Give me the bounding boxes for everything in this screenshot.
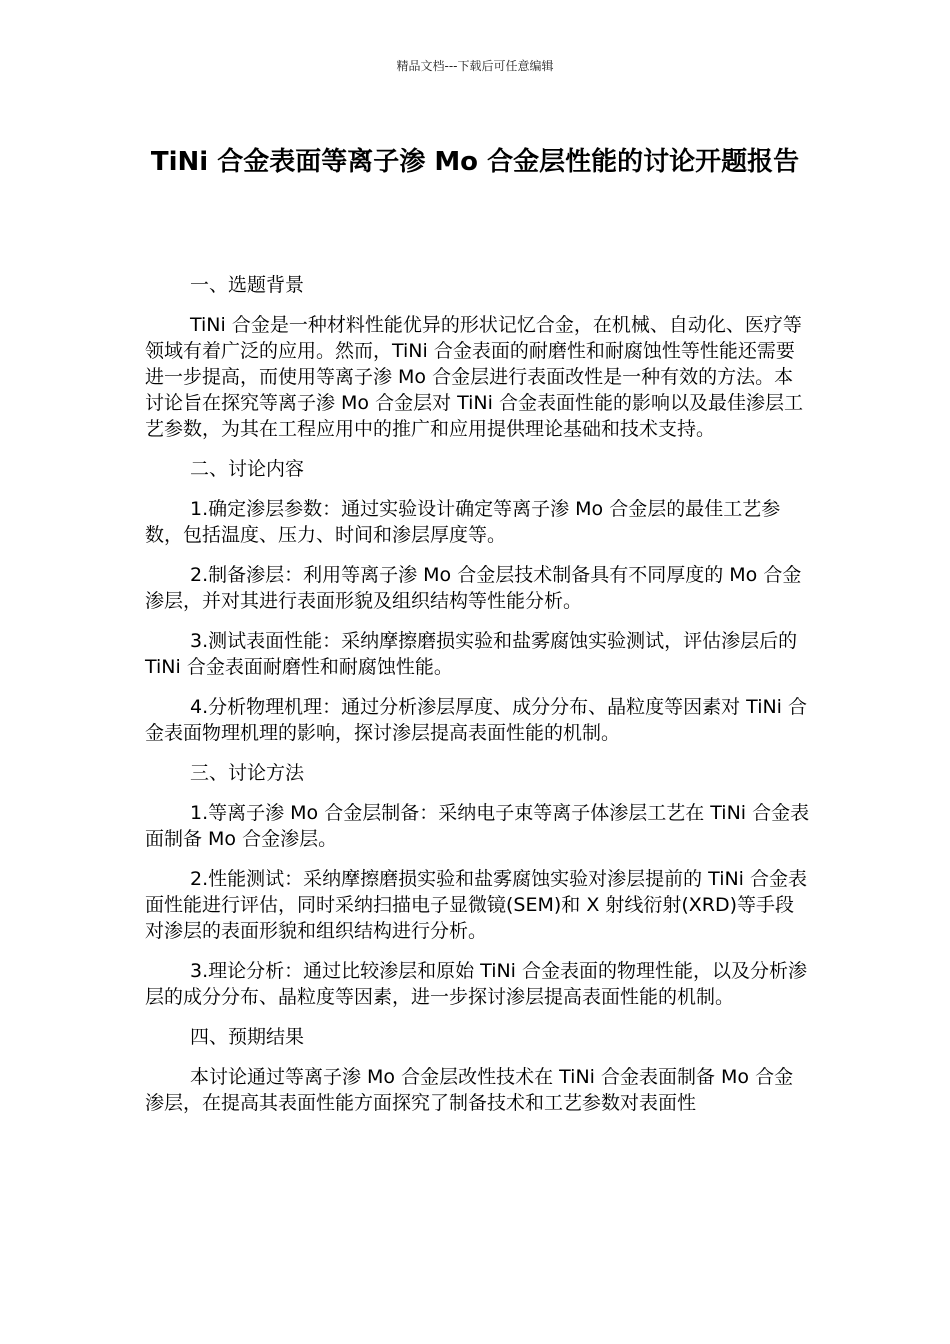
paragraph: 1.确定渗层参数：通过实验设计确定等离子渗 Mo 合金层的最佳工艺参数，包括温度、压力、时间和渗层厚度等。: [145, 498, 781, 546]
paragraph: 2.制备渗层：利用等离子渗 Mo 合金层技术制备具有不同厚度的 Mo 合金渗层，并对其进行表面形貌及组织结构等性能分析。: [145, 564, 802, 612]
section-heading: 四、预期结果: [190, 1026, 305, 1048]
paragraph: TiNi 合金是一种材料性能优异的形状记忆合金，在机械、自动化、医疗等领域有着广泛的应用。然而，TiNi 合金表面的耐磨性和耐腐蚀性等性能还需要进一步提高，而使用等离子渗 Mo 合金层进行表面改性是一种有效的方法。本讨论旨在探究等离子渗 Mo 合金层对 TiNi 合金表面性能的影响以及最佳渗层工艺参数，为其在工程应用中的推广和应用提供理论基础和技术支持。: [145, 314, 803, 440]
section-heading: 三、讨论方法: [190, 762, 305, 784]
paragraph: 4.分析物理机理：通过分析渗层厚度、成分分布、晶粒度等因素对 TiNi 合金表面物理机理的影响，探讨渗层提高表面性能的机制。: [145, 696, 808, 744]
paragraph: 3.测试表面性能：采纳摩擦磨损实验和盐雾腐蚀实验测试，评估渗层后的 TiNi 合金表面耐磨性和耐腐蚀性能。: [145, 630, 798, 678]
paragraph: 3.理论分析：通过比较渗层和原始 TiNi 合金表面的物理性能，以及分析渗层的成分分布、晶粒度等因素，进一步探讨渗层提高表面性能的机制。: [145, 960, 808, 1008]
document-body: [145, 272, 810, 1130]
section-heading: 二、讨论内容: [190, 458, 305, 480]
document-title: TiNi 合金表面等离子渗 Mo 合金层性能的讨论开题报告: [150, 147, 800, 177]
paragraph: 1.等离子渗 Mo 合金层制备：采纳电子束等离子体渗层工艺在 TiNi 合金表面制备 Mo 合金渗层。: [145, 802, 810, 850]
paragraph: 2.性能测试：采纳摩擦磨损实验和盐雾腐蚀实验对渗层提前的 TiNi 合金表面性能进行评估，同时采纳扫描电子显微镜(SEM)和 X 射线衍射(XRD)等手段对渗层的表面形貌和组织结构进行分析。: [145, 868, 808, 942]
paragraph: 本讨论通过等离子渗 Mo 合金层改性技术在 TiNi 合金表面制备 Mo 合金渗层，在提高其表面性能方面探究了制备技术和工艺参数对表面性: [145, 1066, 794, 1114]
page-header: 精品文档---下载后可任意编辑: [396, 59, 554, 73]
section-heading: 一、选题背景: [190, 274, 305, 296]
